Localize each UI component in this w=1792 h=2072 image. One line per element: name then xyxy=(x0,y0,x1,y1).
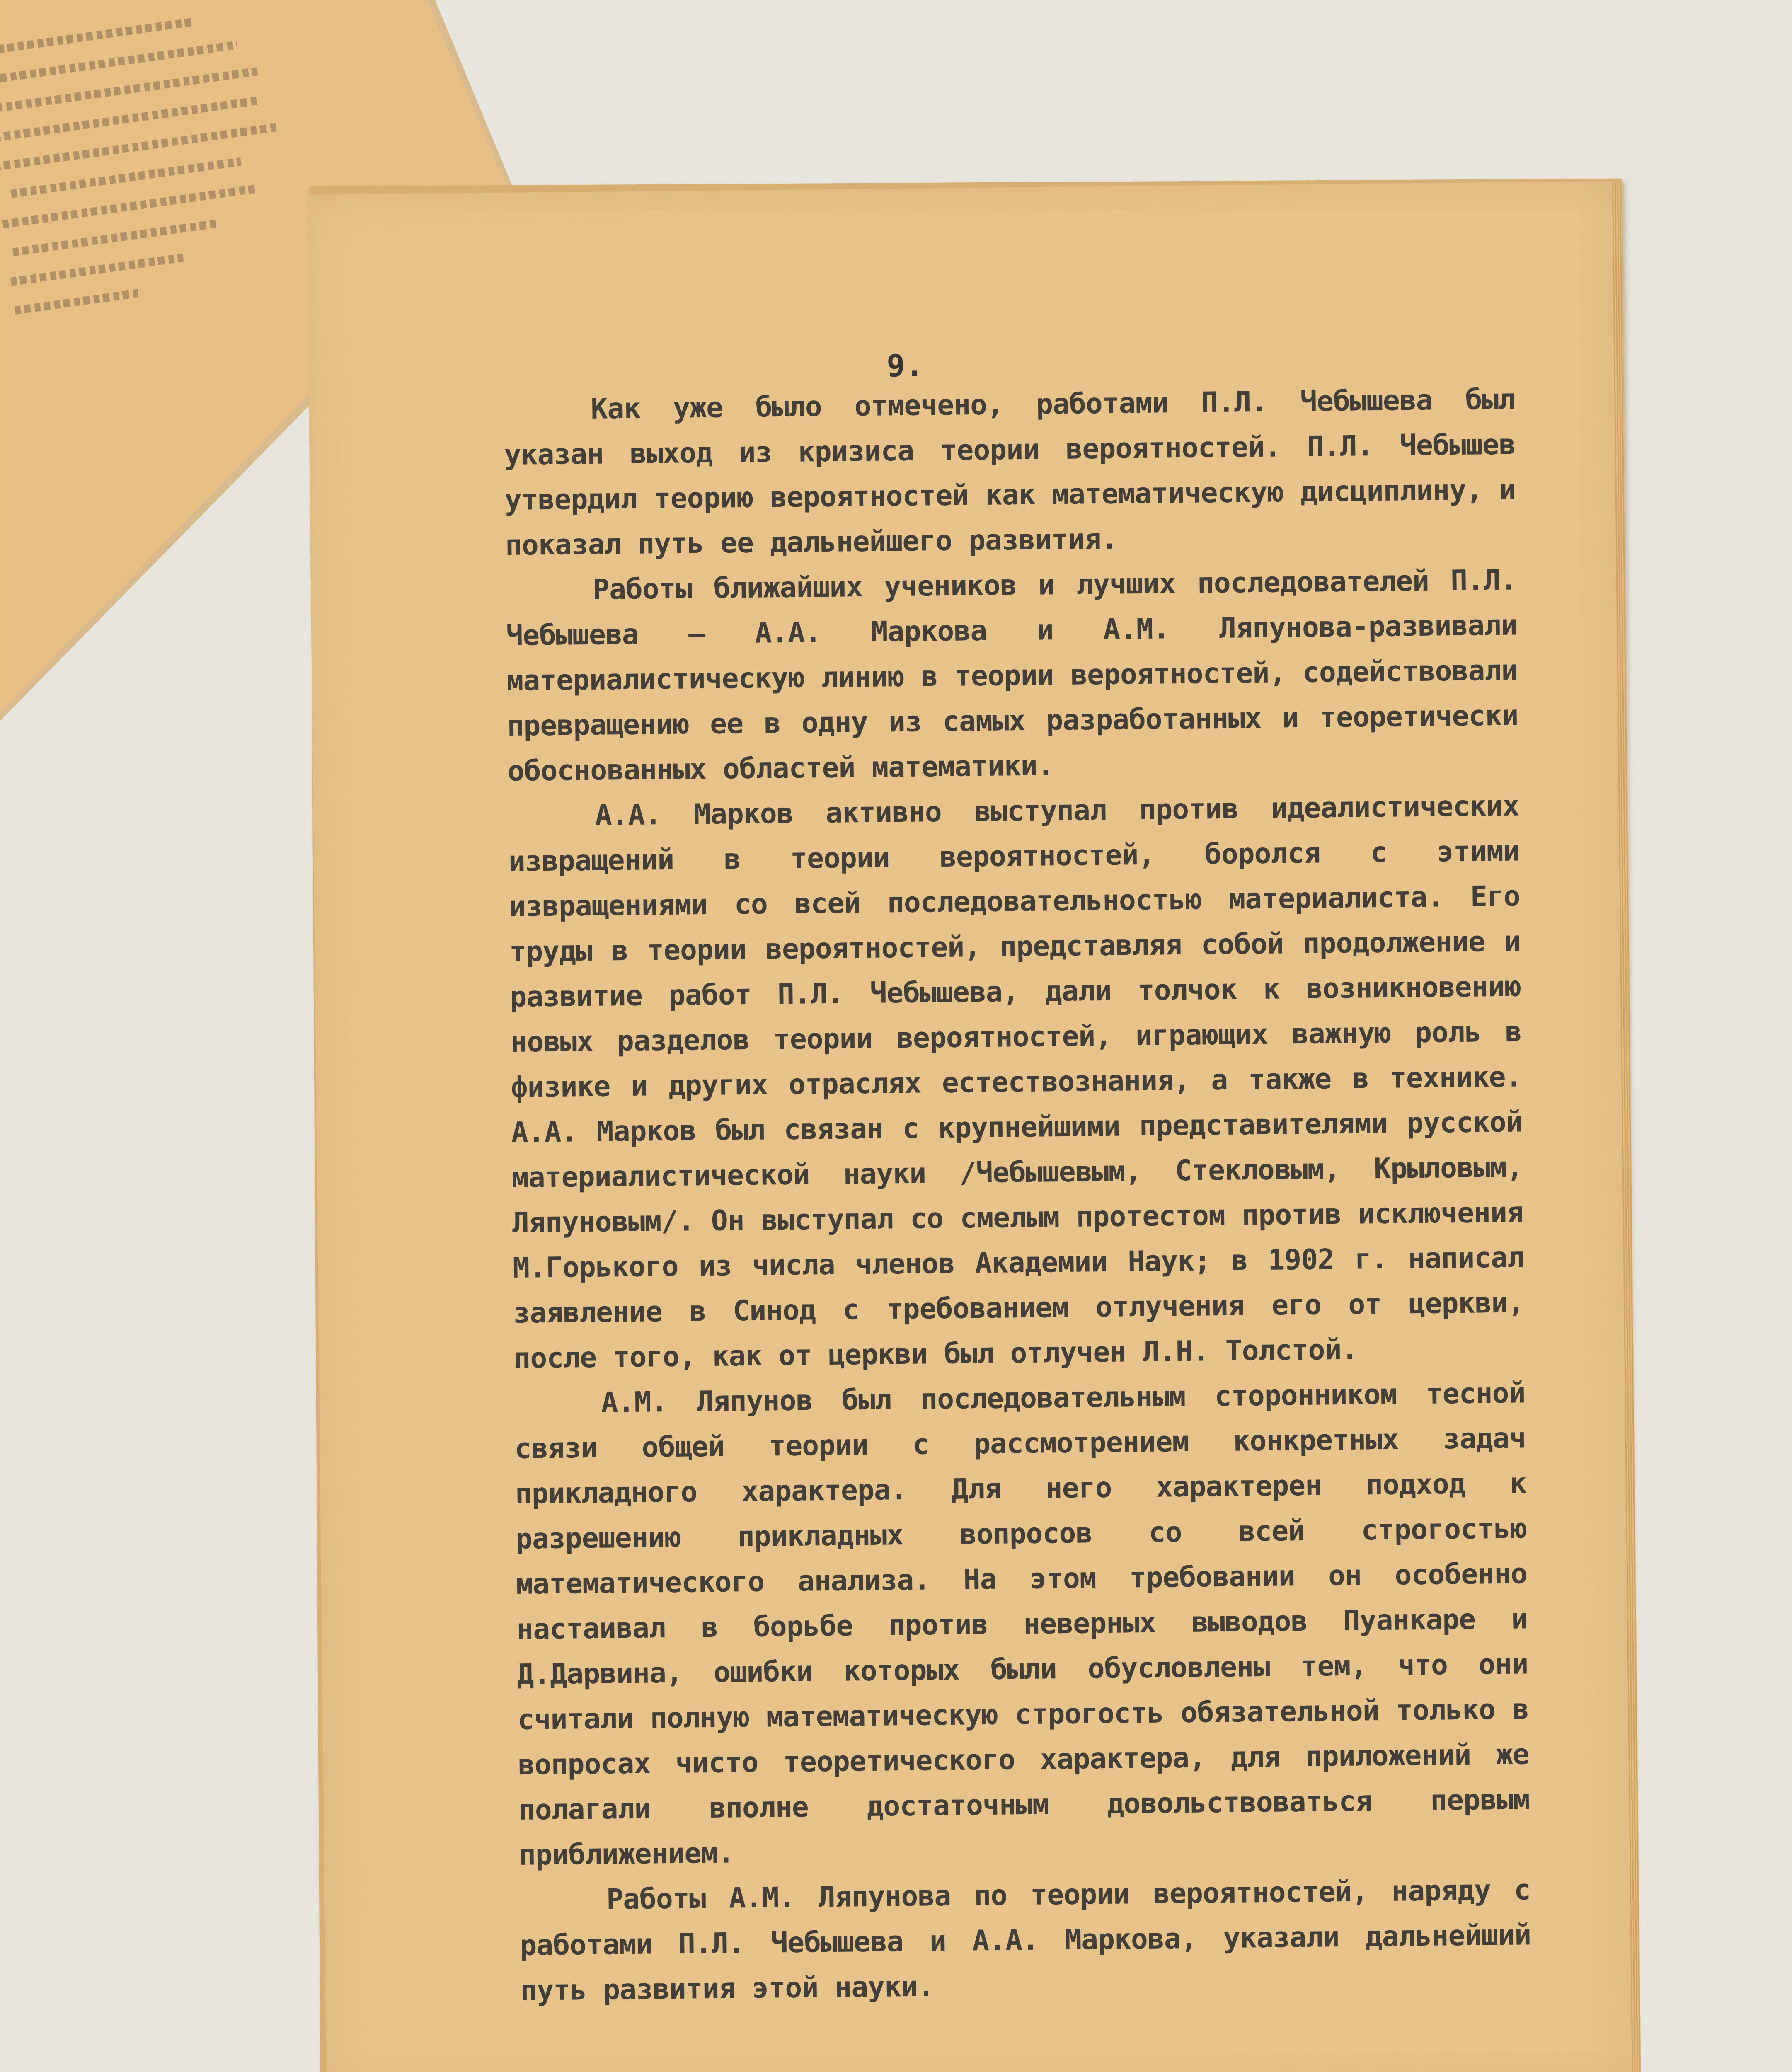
paragraph-4: А.М. Ляпунов был последовательным сторонником тесной связи общей теории с рассмотрением конкретных задач прикладного характера. Для него характерен подход к разрешению прикладных вопросов со всей строгостью математического анализа. На этом требовании он особенно настаивал в борьбе против неверных выводов Пуанкаре и Д.Дарвина, ошибки которых были обусловлены тем, что они считали полную математическую строгость обязательной только в вопросах чисто теоретического характера, для приложений же полагали вполне достаточным довольствоваться первым приближением. xyxy=(514,1377,1530,1872)
paragraph-3: А.А. Марков активно выступал против идеалистических извращений в теории вероятностей, боролся с этими извращениями со всей последовательностью материалиста. Его труды в теории вероятностей, представляя собой продолжение и развитие работ П.Л. Чебышева, дали толчок к возникновению новых разделов теории вероятностей, играющих важную роль в физике и других отраслях естествознания, а также в технике. А.А. Марков был связан с крупнейшими представителями русской материалистической науки /Чебышевым, Стекловым, Крыловым, Ляпуновым/. Он выступал со смелым протестом против исключения М.Горького из числа членов Академии Наук; в 1902 г. написал заявление в Синод с требованием отлучения его от церкви, после того, как от церкви был отлучен Л.Н. Толстой. xyxy=(508,789,1525,1375)
body-text xyxy=(504,377,1532,2014)
page-edge xyxy=(1612,185,1641,2072)
page-number: 9. xyxy=(886,348,924,384)
document-page xyxy=(307,181,1632,2072)
paragraph-5: Работы А.М. Ляпунова по теории вероятностей, наряду с работами П.Л. Чебышева и А.А. Маркова, указали дальнейший путь развития этой науки. xyxy=(519,1874,1531,2007)
paragraph-2: Работы ближайших учеников и лучших последователей П.Л. Чебышева – А.А. Маркова и А.М. Ляпунова-развивали материалистическую линию в теории вероятностей, содействовали превращению ее в одну из самых разработанных и теоретически обоснованных областей математики. xyxy=(506,564,1518,788)
paragraph-1: Как уже было отмечено, работами П.Л. Чебышева был указан выход из кризиса теории вероятностей. П.Л. Чебышев утвердил теорию вероятностей как математическую дисциплину, и показал путь ее дальнейшего развития. xyxy=(504,383,1516,562)
